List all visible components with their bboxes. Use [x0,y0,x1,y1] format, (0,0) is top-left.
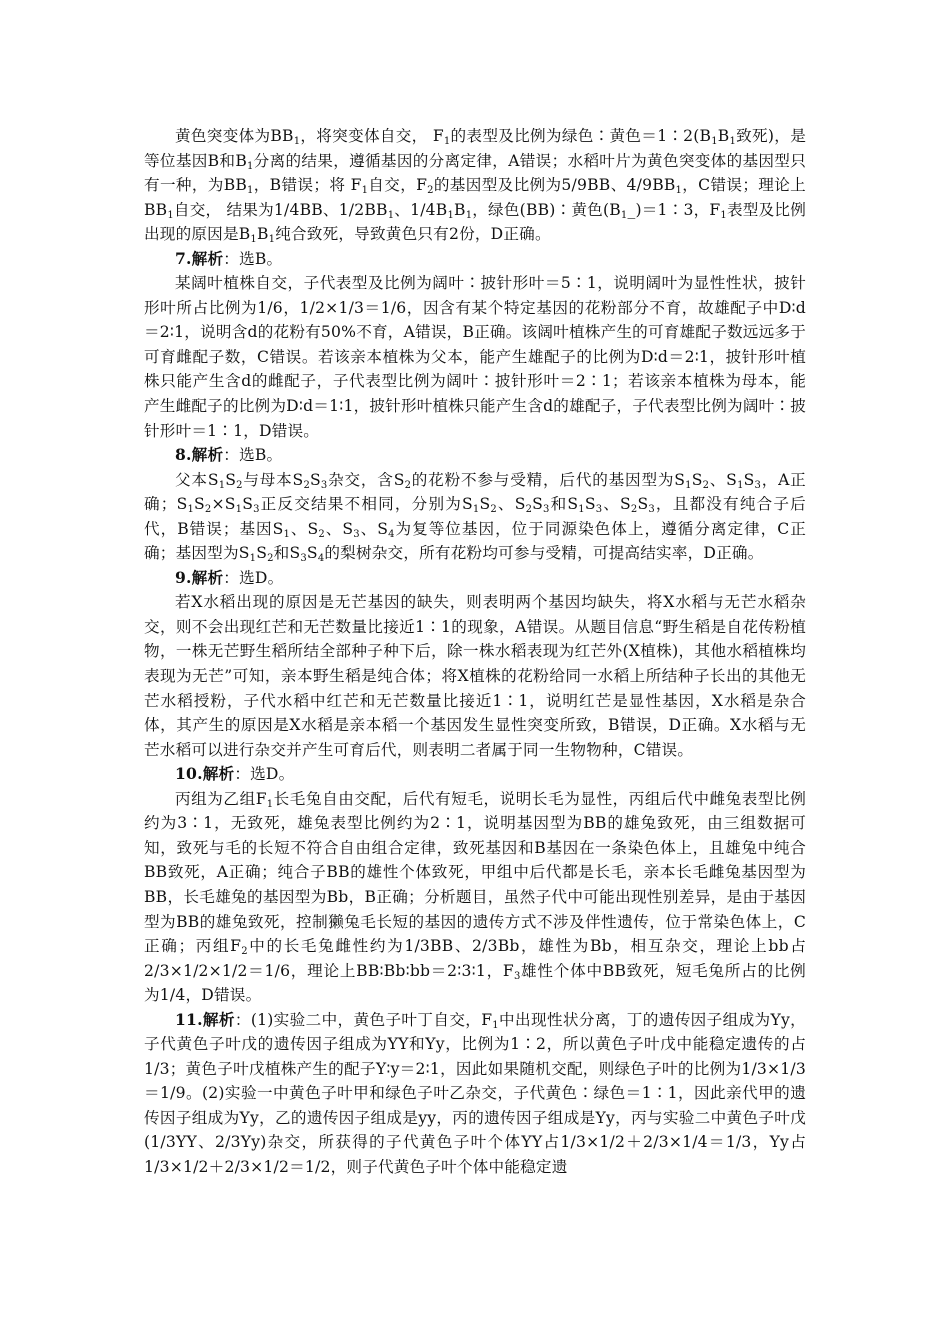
subscript: 1 [443,136,451,147]
heading-label: 10.解析 [175,764,235,784]
paragraph-q11 [144,1008,806,1180]
subscript: 2 [525,504,533,516]
subscript: 1 [492,1019,499,1031]
subscript: 1 [447,209,455,221]
paragraph-q8: 父本$S_1S_2$与母本$S_2S_3$杂交，含$S_2$的花粉不参与受精，后代的基因型为$S_1S_2$、$S_1S_3$，A正确；$S_1S_2\times S_1S_3$正反交结果不相同，分别为$S_1S_2$、$S_2S_3$和$S_1S_3$、$S_2S_3$，且都没有纯合子后代，B错误；基因$S_1$、$S_2$、$S_3$、$S_4$为复等位基因，位于同源染色体上，遵循分离定律，C正确；基因型为$S_1S_2$和$S_3S_4$的梨树杂交，所有花粉均可参与受精，可提高结实率，D正确。 [144,470,806,565]
heading-label: 8.解析 [175,445,224,465]
subscript: 1 [268,234,276,246]
subscript: 1 [620,209,628,221]
subscript: 2 [241,946,248,958]
subscript: 1 [250,234,257,246]
subscript: 1 [293,136,301,147]
subscript: 1 [235,504,243,516]
subscript: 1 [361,185,369,197]
subscript: 2 [427,185,434,197]
subscript: 1 [472,504,480,516]
subscript: 1 [737,479,744,491]
heading-q9 [144,566,806,591]
subscript: 2 [236,479,243,491]
subscript: 2 [490,504,497,516]
subscript: 3 [648,504,655,516]
heading-answer: ：选B。 [223,249,283,268]
subscript: 1 [283,528,291,540]
subscript: 3 [595,504,603,516]
subscript: 1 [247,185,254,197]
subscript: 4 [388,528,395,540]
heading-answer: ：选B。 [223,446,283,465]
subscript: 1 [249,553,257,565]
subscript: 2 [318,528,325,540]
subscript: 1 [218,479,226,491]
heading-q8 [144,443,806,468]
heading-q10 [144,762,806,787]
subscript: 2 [267,553,274,565]
heading-label: 9.解析 [175,567,224,587]
heading-label: 7.解析 [175,248,224,268]
subscript: 1 [711,136,718,147]
paragraph-q7: 某阔叶植株自交，子代表型及比例为阔叶∶披针形叶＝5∶1，说明阔叶为显性性状，披针形叶所占比例为1/6，1/2×1/3＝1/6，因含有某个特定基因的花粉部分不育，故雄配子中D∶d＝2∶1，说明含d的花粉有50%不育，A错误，B正确。该阔叶植株产生的可育雄配子数远远多于可育雌配子数，C错误。若该亲本植株为父本，能产生雄配子的比例为D∶d＝2∶1，披针形叶植株只能产生含d的雌配子，子代表型比例为阔叶∶披针形叶＝2∶1；若该亲本植株为母本，能产生雌配子的比例为D∶d＝1∶1，披针形叶植株只能产生含d的雄配子，子代表型比例为阔叶∶披针形叶＝1∶1，D错误。 [144,274,806,440]
subscript: 2 [702,479,710,491]
subscript: 3 [300,553,307,565]
heading-answer: ：选D。 [234,765,295,784]
subscript: 1 [167,209,174,221]
subscript: 3 [543,504,550,516]
subscript: 1 [246,160,254,172]
subscript: 3 [754,479,762,491]
subscript: 1 [387,209,395,221]
answer-page [144,124,806,1180]
subscript: 1 [465,209,473,221]
subscript: 3 [353,528,360,540]
paragraph-q11-body: ：(1)实验二中，黄色子叶丁自交，$F_1$中出现性状分离，丁的遗传因子组成为Yy，子代黄色子叶戊的遗传因子组成为YY和Yy，比例为1∶2，所以黄色子叶戊中能稳定遗传的占1/3；黄色子叶戊植株产生的配子Y∶y＝2∶1，因此如果随机交配，则绿色子叶的比例为1/3×1/3＝1/9。(2)实验一中黄色子叶甲和绿色子叶乙杂交，子代黄色∶绿色＝1∶1，因此亲代甲的遗传因子组成为Yy，乙的遗传因子组成是yy，丙的遗传因子组成是Yy，丙与实验二中黄色子叶戊(1/3YY、2/3Yy)杂交，所获得的子代黄色子叶个体YY占1/3×1/2＋2/3×1/4＝1/3，Yy占1/3×1/2＋2/3×1/2＝1/2，则子代黄色子叶个体中能稳定遗 [144,1010,806,1176]
subscript: 1 [187,504,195,516]
subscript: 1 [675,185,683,197]
subscript: 2 [303,479,310,491]
subscript: 3 [513,970,521,982]
subscript: 2 [630,504,638,516]
subscript: 1 [720,209,727,221]
subscript: 2 [404,479,412,491]
paragraph-q6: 黄色突变体为$BB_1$，将突变体自交， $F_1$的表型及比例为绿色∶黄色$=1∶2(B_1B_1$致死)，是等位基因B和$B_1$分离的结果，遵循基因的分离定律，A错误；水稻叶片为黄色突变体的基因型只有一种，为$BB_1$，B错误；将 $F_1$自交，$F_2$的基因型及比例为5/9BB、$4/9BB_1$，C错误；理论上$BB_1$自交， 结果为1/4BB、$1/2BB_1$、$1/4B_1B_1$，绿色(BB)∶黄色$(B_1\_)=1∶3$，$F_1$表型及比例出现的原因是$B_1B_1$纯合致死，导致黄色只有2份，D正确。 [144,127,806,246]
subscript: 3 [320,479,328,491]
heading-label: 11.解析 [175,1009,235,1029]
heading-q7 [144,247,806,272]
subscript: 1 [729,136,736,147]
subscript: 3 [253,504,260,516]
subscript: 2 [204,504,212,516]
subscript: 1 [266,798,274,810]
subscript: 4 [317,553,325,565]
subscript: 1 [578,504,585,516]
paragraph-q10: 丙组为乙组$F_1$长毛兔自由交配，后代有短毛，说明长毛为显性，丙组后代中雌兔表型比例约为3∶1，无致死，雄兔表型比例约为2∶1，说明基因型为BB的雄兔致死，由三组数据可知，致死与毛的长短不符合自由组合定律，致死基因和B基因在一条染色体上，且雄兔中纯合BB致死，A正确；纯合子BB的雄性个体致死，甲组中后代都是长毛，亲本长毛雌兔基因型为BB，长毛雄兔的基因型为Bb，B正确；分析题目，虽然子代中可能出现性别差异，是由于基因型为BB的雄兔致死，控制獭兔毛长短的基因的遗传方式不涉及伴性遗传，位于常染色体上，C正确；丙组$F_2$中的长毛兔雌性约为1/3BB、2/3Bb，雄性为Bb，相互杂交，理论上bb占2/3×1/2×1/2＝1/6，理论上BB∶Bb∶bb＝2∶3∶1，$F_3$雄性个体中BB致死，短毛兔所占的比例为1/4，D错误。 [144,789,806,1005]
paragraph-q9: 若X水稻出现的原因是无芒基因的缺失，则表明两个基因均缺失，将X水稻与无芒水稻杂交，则不会出现红芒和无芒数量比接近1∶1的现象，A错误。从题目信息“野生稻是自花传粉植物，一株无芒野生稻所结全部种子种下后，除一株水稻表现为红芒外(X植株)，其他水稻植株均表现为无芒”可知，亲本野生稻是纯合体；将X植株的花粉给同一水稻上所结种子长出的其他无芒水稻授粉，子代水稻中红芒和无芒数量比接近1∶1，说明红芒是显性基因，X水稻是杂合体，其产生的原因是X水稻是亲本稻一个基因发生显性突变所致，B错误，D正确。X水稻与无芒水稻可以进行杂交并产生可育后代，则表明二者属于同一生物物种，C错误。 [144,593,806,759]
subscript: 1 [685,479,692,491]
heading-answer: ：选D。 [223,568,284,587]
